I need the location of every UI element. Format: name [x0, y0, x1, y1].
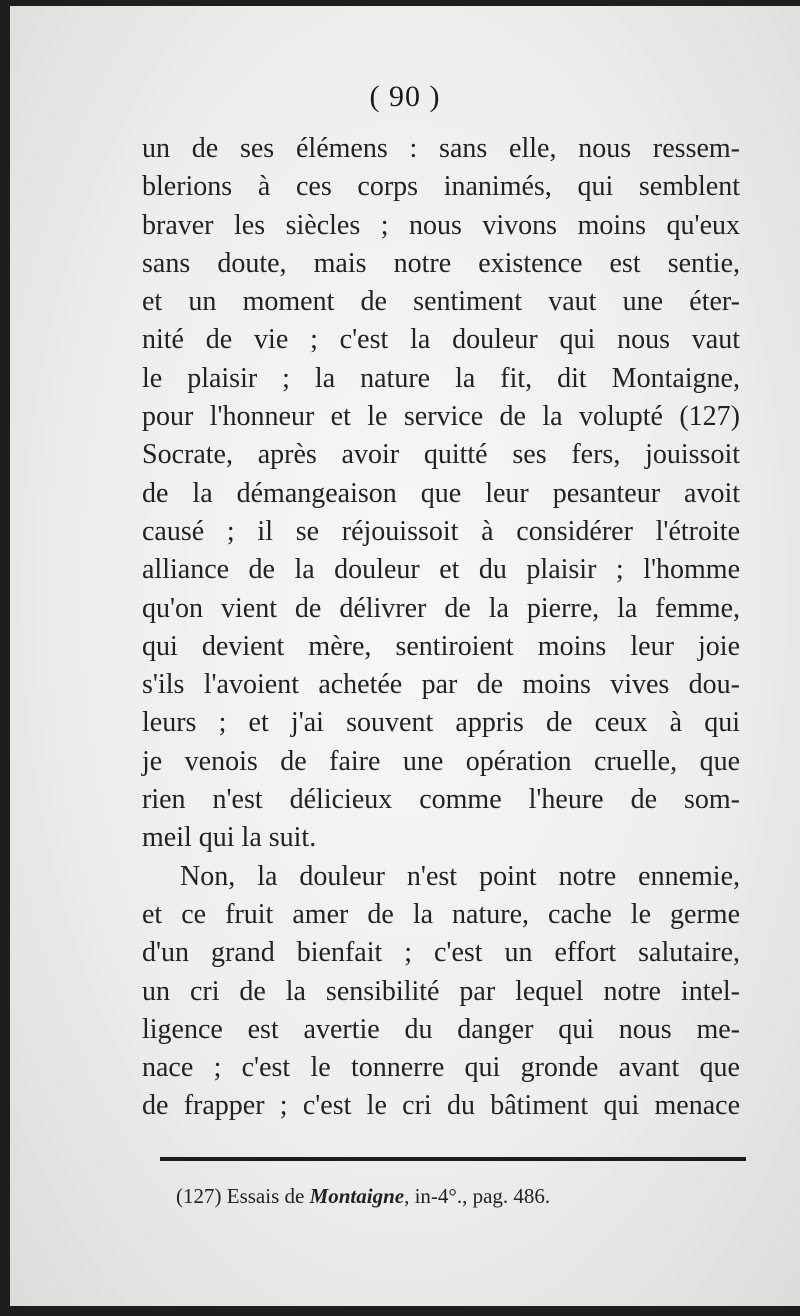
text-line: qui devient mère, sentiroient moins leur joie	[142, 630, 740, 662]
text-line: Socrate, après avoir quitté ses fers, jouissoit	[142, 439, 740, 471]
text-line: Non, la douleur n'est point notre ennemie,	[180, 860, 740, 892]
text-line: je venois de faire une opération cruelle, que	[142, 745, 740, 777]
text-line: leurs ; et j'ai souvent appris de ceux à qui	[142, 707, 740, 739]
footnote	[176, 1184, 550, 1209]
footnote-author: Montaigne	[309, 1184, 405, 1208]
text-line: nité de vie ; c'est la douleur qui nous vaut	[142, 324, 740, 356]
footnote-divider	[160, 1157, 746, 1161]
text-line: blerions à ces corps inanimés, qui semblent	[142, 171, 740, 203]
book-page	[10, 6, 800, 1306]
text-line: qu'on vient de délivrer de la pierre, la femme,	[142, 592, 740, 624]
footnote-suffix: , in-4°., pag. 486.	[404, 1184, 551, 1208]
text-line: d'un grand bienfait ; c'est un effort salutaire,	[142, 937, 740, 969]
footnote-prefix: (127) Essais de	[176, 1184, 310, 1208]
text-line: nace ; c'est le tonnerre qui gronde avant que	[142, 1052, 740, 1084]
text-line: braver les siècles ; nous vivons moins qu'eux	[142, 209, 740, 241]
page-number: ( 90 )	[369, 80, 441, 113]
text-line: de la démangeaison que leur pesanteur avoit	[142, 477, 740, 509]
text-line: sans doute, mais notre existence est sentie,	[142, 247, 740, 279]
text-line: rien n'est délicieux comme l'heure de som-	[142, 784, 740, 816]
text-line: causé ; il se réjouissoit à considérer l'étroite	[142, 515, 740, 547]
text-line: un cri de la sensibilité par lequel notre intel-	[142, 975, 740, 1007]
text-line: alliance de la douleur et du plaisir ; l'homme	[142, 554, 740, 586]
text-line: le plaisir ; la nature la fit, dit Montaigne,	[142, 362, 740, 394]
text-line: et un moment de sentiment vaut une éter-	[142, 286, 740, 318]
text-line: de frapper ; c'est le cri du bâtiment qui menace	[142, 1090, 740, 1122]
text-line: pour l'honneur et le service de la volupté (127)	[142, 401, 740, 433]
text-line: et ce fruit amer de la nature, cache le germe	[142, 898, 740, 930]
text-line: un de ses élémens : sans elle, nous ressem-	[142, 133, 740, 164]
text-line: s'ils l'avoient achetée par de moins vives dou-	[142, 669, 740, 701]
text-line: ligence est avertie du danger qui nous me-	[142, 1013, 740, 1045]
text-line: meil qui la suit.	[142, 822, 317, 854]
body-text	[142, 130, 740, 1126]
